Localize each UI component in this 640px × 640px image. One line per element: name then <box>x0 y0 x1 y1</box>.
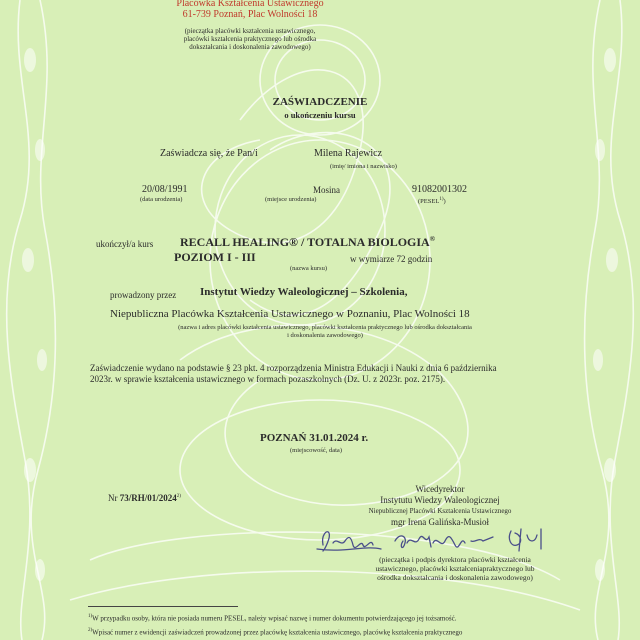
signatory-name: mgr Irena Galińska-Musioł <box>391 517 489 527</box>
signatory-role: Wicedyrektor <box>415 484 465 494</box>
handwritten-signature <box>315 523 575 559</box>
certify-text: Zaświadcza się, że Pan/i <box>160 148 258 159</box>
organizer-caption: (nazwa i adres placówki kształcenia ustawicznego, placówki kształcenia praktycznego lub ośrodka dokształcania i doskonalenia zawodowego) <box>178 324 472 339</box>
signatory-stamp <box>330 484 550 528</box>
run-by-text: prowadzony przez <box>110 290 177 300</box>
institution-name: Placówka Kształcenia Ustawicznego <box>176 0 324 9</box>
birth-date: 20/08/1991 <box>142 184 188 195</box>
completed-course-text: ukończył/a kurs <box>96 239 154 249</box>
birth-place-caption: (miejsce urodzenia) <box>265 196 317 203</box>
course-name-caption: (nazwa kursu) <box>290 265 327 272</box>
document-title: ZAŚWIADCZENIE <box>272 96 368 108</box>
certificate-number: Nr 73/RH/01/2024$^{2)}$ <box>108 493 181 503</box>
organizer-name: Instytut Wiedzy Waleologicznej – Szkolenia, <box>200 286 408 298</box>
birth-place: Mosina <box>313 185 340 195</box>
place-date-caption: (miejscowość, data) <box>290 447 342 454</box>
birth-date-caption: (data urodzenia) <box>140 196 183 203</box>
footnote-2: $^{2)}$Wpisać numer z ewidencji zaświadczeń prowadzonej przez placówkę kształcenia ustawicznego, placówkę kształcenia praktycznego <box>88 628 463 637</box>
signatory-org-sub: Niepublicznej Placówki Kształcenia Ustawicznego <box>368 507 512 515</box>
organizer-address: Niepubliczna Placówka Kształcenia Ustawicznego w Poznaniu, Plac Wolności 18 <box>110 308 470 320</box>
person-name-caption: (imię/ imiona i nazwisko) <box>330 163 397 170</box>
signatory-caption: (pieczątka i podpis dyrektora placówki kształcenia ustawicznego, placówki kształceniapraktycznego lub ośrodka dokształcania i doskonalenia zawodowego) <box>375 555 535 582</box>
pesel-number: 91082001302 <box>412 184 467 195</box>
footnote-1: $^{1)}$W przypadku osoby, która nie posiada numeru PESEL, należy wpisać nazwę i numer dokumentu potwierdzającego jej tożsamość. <box>88 614 457 623</box>
signatory-org: Instytutu Wiedzy Waleologicznej <box>380 495 500 505</box>
stamp-caption: (pieczątka placówki kształcenia ustawicznego, placówki kształcenia praktycznego lub ośrodka dokształcania i doskonalenia zawodowego) <box>183 27 317 51</box>
document-subtitle: o ukończeniu kursu <box>284 110 356 120</box>
footnote-divider <box>88 606 238 607</box>
course-name-line1: RECALL HEALING® / TOTALNA BIOLOGIA® <box>180 235 435 249</box>
place-date: POZNAŃ 31.01.2024 r. <box>260 432 369 444</box>
legal-basis: Zaświadczenie wydano na podstawie § 23 pkt. 4 rozporządzenia Ministra Edukacji i Nauki z dnia 6 października 2023r. w sprawie kształcenia ustawicznego w formach pozaszkolnych (Dz. U. z 2023r. poz. 2175). <box>90 363 497 384</box>
institution-address: 61-739 Poznań, Plac Wolności 18 <box>182 9 318 20</box>
person-name: Milena Rajewicz <box>314 148 383 159</box>
course-name-line2: POZIOM I - III <box>174 250 256 264</box>
institution-stamp <box>140 0 360 20</box>
pesel-caption: (PESEL$^{1)}$) <box>418 197 446 206</box>
course-hours: w wymiarze 72 godzin <box>350 254 433 264</box>
